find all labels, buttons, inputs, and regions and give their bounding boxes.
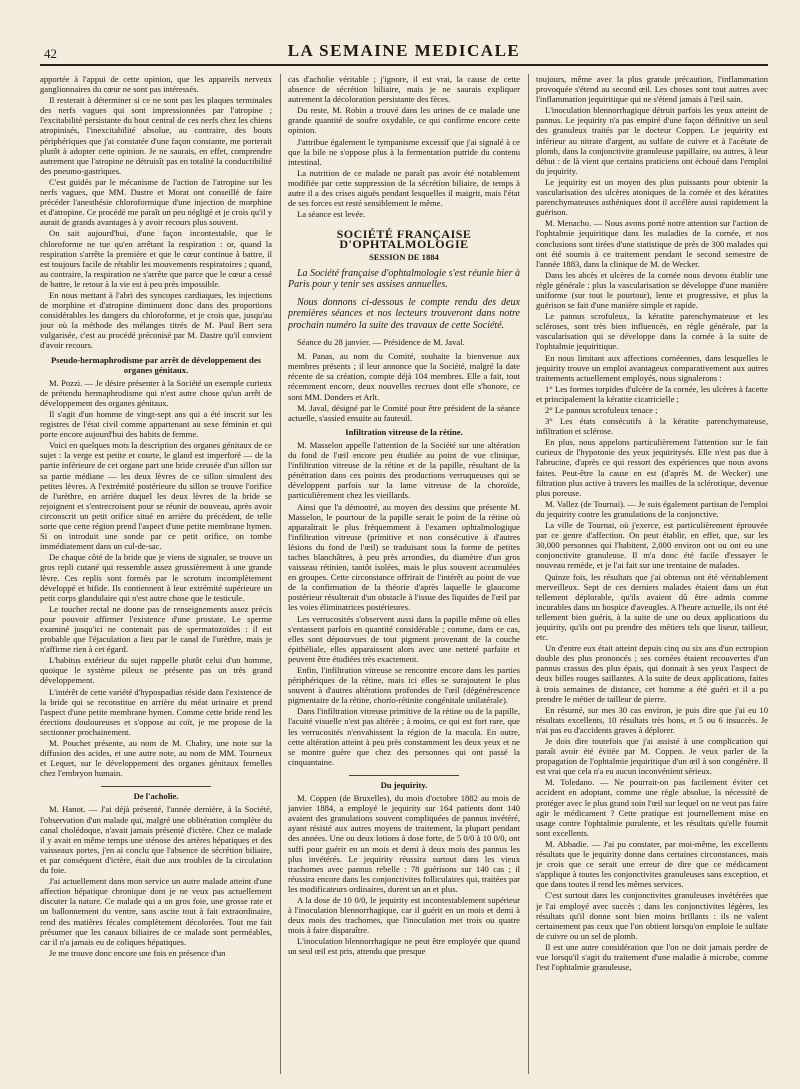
section-heading: Infiltration vitreuse de la rétine. — [345, 426, 463, 437]
section-heading: Du jequirity. — [288, 775, 520, 790]
paragraph: M. Masselon appelle l'attention de la Société sur une altération du fond de l'œil encore peu étudiée au point de vue clinique, l'infiltration vitreuse de la rétine et de la papille, résultant de la pénétration dans ces points des productions verruqueuses qui se développent parfois sur la lame vitreuse de la choroïde, particulièrement chez les vieillards. — [288, 439, 520, 501]
paragraph: Dans l'infiltration vitreuse primitive de la rétine ou de la papille, l'acuité visuelle n'est pas altérée ; à moins, ce qui est fort rare, que les verrucosités n'envahissent la région de la macula. En outre, cette altération atteint à peu près constamment les deux yeux et ne se montre guère que chez des personnes qui ont passé la cinquantaine. — [288, 706, 520, 767]
paragraph: La nutrition de ce malade ne paraît pas avoir été notablement modifiée par cette suppression de la sécrétion biliaire, de temps à autre il a des crises aiguës pendant lesquelles il maigrit, mais l'état de ses forces est resté sensiblement le même. — [288, 167, 520, 209]
paragraph: A la dose de 10 0/0, le jequirity est incontestablement supérieur à l'inoculation blennorrhagique, car il guérit en un mois et demi à deux mois des trachomes, que l'inoculation met trois ou quatre mois à faire disparaître. — [288, 894, 520, 936]
intro-paragraph: Nous donnons ci-dessous le compte rendu des deux premières séances et nos lecteurs trouveront dans notre prochain numéro la suite des travaux de cette Société. — [288, 296, 520, 331]
paragraph: En résumé, sur mes 30 cas environ, je puis dire que j'ai eu 10 résultats excellents, 10 résultats très bons, et 5 ou 6 insuccès. Je n'ai pas eu d'accidents graves à déplorer. — [536, 704, 768, 735]
paragraph: 3° Les états consécutifs à la kératite parenchymateuse, infiltration et sclérose. — [536, 416, 768, 437]
paragraph: Il resterait à déterminer si ce ne sont pas les plaques terminales des nerfs vagues qui sont impressionnées par l'atropine ; l'excitabilité persistante du bout central de ces nerfs chez les chiens atropinisés, l'inexcitabilité absolue, au contraire, des bouts périphériques que j'ai constatée d'une façon constante, me porterait plutôt à adopter cette opinion. Je ne saurais, en effet, comprendre autrement que l'atropine ne détruisît pas en totalité la conductibilité des pneumo-gastriques. — [40, 95, 272, 176]
session-line: SESSION DE 1884 — [369, 251, 439, 262]
paragraph: C'est surtout dans les conjonctivites granuleuses invétérées que je l'ai employé avec succès ; dans les conjonctivites légères, les résultats qu'il donne sont bien moins brillants : ils ne valent certainement pas ceux que l'on obtient lorsqu'on emploie le sulfate de cuivre ou un sel de plomb. — [536, 890, 768, 941]
paragraph: Un d'entre eux était atteint depuis cinq ou six ans d'un ectropion double des plus prononcés ; ses cornées étaient recouvertes d'un pannus crassus des plus épais, qui donnait à ses yeux l'aspect de deux billes rouges saillantes. A la suite de deux applications, faites à trois semaines de distance, cet homme a été guéri et il a pu prendre le métier de tailleur de pierre. — [536, 643, 768, 704]
paragraph: M. Pouchet présente, au nom de M. Chabry, une note sur la diffusion des acides, et une autre note, au nom de MM. Tourneux et Lequet, sur le développement des organes génitaux femelles chez l'embryon humain. — [40, 738, 272, 779]
paragraph: Le jequirity est un moyen des plus puissants pour obtenir la vascularisation des ulcères atoniques de la cornée et des kératites parenchymateuses asthéniques dont il accélère aussi rapidement la guérison. — [536, 176, 768, 218]
paragraph: M. Panas, au nom du Comité, souhaite la bienvenue aux membres présents ; il leur annonce que la Société, malgré la date récente de sa création, compte déjà 104 membres. Elle a fait, tout récemment encore, deux nouvelles recrues dont elle s'honore, ce sont MM. Donders et Arlt. — [288, 351, 520, 402]
paragraph: Du reste, M. Robin a trouvé dans les urines de ce malade une grande quantité de soufre oxydable, ce qui confirme encore cette opinion. — [288, 105, 520, 136]
paragraph: L'inoculation blennorrhagique détruit parfois les yeux atteint de pannus. Le jequirity n'a pas empiré d'une façon définitive un seul des granuleux traités par le docteur Coppen. Le jequirity est inférieur au nitrate d'argent, au sulfate de cuivre et à l'acétate de plomb, dans la conjonctivite granuleuse papillaire, ou autres, à leur début : de là vient que certains praticiens ont échoué dans l'emploi du jequirity. — [536, 105, 768, 176]
paragraph: M. Menacho. — Nous avons porté notre attention sur l'action de l'ophtalmie jequiritique dans les maladies de la cornée, et nos conclusions sont tirées d'une statistique de près de 300 malades qui ont été soumis à ce traitement pendant le second semestre de l'année 1883, dans la clinique de M. de Wecker. — [536, 218, 768, 269]
paragraph: M. Hanot. — J'ai déjà présenté, l'année dernière, à la Société, l'observation d'un malade qui, malgré une oblitération complète du canal cholédoque, n'avait jamais présenté d'ictère. Chez ce malade il y avait en même temps une sténose des artères hépatiques et des vaisseaux portes, j'en ai conclu que l'absence de sécrétion biliaire, et par conséquent d'ictère, était due aux troubles de la circulation du foie. — [40, 804, 272, 876]
paragraph: J'ai actuellement dans mon service un autre malade atteint d'une affection hépatique chronique dont je ne veux pas actuellement discuter la nature. Ce malade qui a un gros foie, une grosse rate et un ballonnement du ventre, sans ascite tout à fait extraordinaire, rend des matières fécales complètement décolorées. Tout me fait présumer que les canaux biliaires de ce malade sont perméables, car il n'a jamais eu de coliques hépatiques. — [40, 876, 272, 947]
society-title: SOCIÉTÉ FRANÇAISE D'OPHTALMOLOGIE — [336, 227, 472, 252]
paragraph: Quinze fois, les résultats que j'ai obtenus ont été véritablement merveilleux. Sept de ces derniers malades étaient dans un état tellement déplorable, qu'ils avaient dû être admis comme incurables dans un hospice d'aveugles. A l'heure actuelle, ils ont été tellement bien guéris, à la suite de une ou deux applications du jequirity, qu'ils ont pu prendre des métiers tels que liseur, tailleur, etc. — [536, 571, 768, 643]
paragraph: Le pannus scrofuleux, la kératite parenchymateuse et les scléroses, sont très bien influencés, en règle générale, par la vascularisation qui se développe dans la cornée à la suite de l'ophtalmie jequiritique. — [536, 311, 768, 352]
paragraph: M. Pozzi. — Je désire présenter à la Société un exemple curieux de prétendu hermaphrodisme qui n'est autre chose qu'un arrêt de développement des organes génitaux. — [40, 377, 272, 408]
paragraph: En nous mettant à l'abri des syncopes cardiaques, les injections de morphine et d'atropine diminuent donc dans des proportions considérables les dangers du chloroforme, et je crois que, jusqu'au jour où la méthode des mélanges titrés de M. Paul Bert sera vulgarisée, c'est au procédé préconisé par M. Dastre qu'il convient d'avoir recours. — [40, 289, 272, 351]
paragraph: En plus, nous appelons particulièrement l'attention sur le fait curieux de l'hypotonie des yeux jequiritysés. Elle n'est pas due à l'abrucine, d'après ce qui ressort des expériences que nous avons faites. Peut-être la cause en est (d'après M. de Wecker) une filtration plus active à travers les mailles de la sclérotique, devenue plus poreuse. — [536, 437, 768, 498]
seance-line: Séance du 28 janvier. — Présidence de M. Javal. — [297, 337, 465, 348]
paragraph: 1° Les formes torpides d'ulcère de la cornée, les ulcères à facette et principalement la kératite cicatricielle ; — [536, 383, 768, 404]
paragraph: Je dois dire toutefois que j'ai assisté à une complication qui paraît avoir été évitée par M. Coppen. Je veux parler de la propagation de l'ophtalmie jequiritique d'un œil à son congénère. Il est vrai que cela n'a eu aucun inconvénient sérieux. — [536, 736, 768, 777]
intro-paragraph: La Société française d'ophtalmologie s'est réunie hier à Paris pour y tenir ses assises annuelles. — [288, 267, 520, 291]
paragraph: J'attribue également le tympanisme excessif que j'ai signalé à ce que la bile ne s'oppose plus à la fermentation putride du contenu intestinal. — [288, 136, 520, 167]
paragraph: Les verrucosités s'observent aussi dans la papille même où elles s'entassent parfois en quantité considérable ; comme, dans ce cas, elles sont dépourvues de tout pigment provenant de la couche épithéliale, elles apparaissent alors avec une netteté parfaite et peuvent être étudiées très exactement. — [288, 613, 520, 664]
column-2 — [288, 74, 520, 1074]
page-header — [40, 40, 768, 66]
paragraph: La ville de Tournai, où j'exerce, est particulièrement éprouvée par ce genre d'affection. On peut établir, en effet, que, sur les 30,000 personnes qui l'habitent, 2,000 environ ont ou ont eu une conjonctivite granuleuse. Il m'a donc été facile d'essayer le nouveau remède, et je l'ai fait sur une trentaine de malades. — [536, 520, 768, 571]
paragraph: On sait aujourd'hui, d'une façon incontestable, que le chloroforme ne tue qu'en arrêtant la respiration : or, quand la respiration s'arrête la première et que le cœur continue à battre, il est toujours facile de rétablir les mouvements respiratoires ; quand, au contraire, la respiration ne s'arrête que parce que le cœur a cessé de battre, le retour à la vie est à peu près impossible. — [40, 228, 272, 289]
paragraph: C'est guidés par le mécanisme de l'action de l'atropine sur les nerfs vagues, que MM. Dastre et Morat ont conseillé de faire précéder l'anesthésie chloroformique d'une injection de morphine et d'atropine. Ce procédé me paraît un peu négligé et je crois qu'il y aurait de grands avantages à y avoir recours plus souvent. — [40, 176, 272, 228]
paragraph: Enfin, l'infiltration vitreuse se rencontre encore dans les parties périphériques de la rétine, mais ici elles se surajoutent le plus souvent à d'autres altérations profondes de l'œil (dégénérescence pigmentaire de la rétine, chorio-rétinite congénitale unilatérale). — [288, 665, 520, 706]
paragraph: Ainsi que l'a démontré, au moyen des dessins que présente M. Masselon, le pourtour de la papille serait le point de la rétine où apparaîtrait le plus fréquemment à l'examen ophtalmologique l'infiltration vitreuse (primitive et non consécutive à d'autres lésions du fond de l'œil) se traduisant sous la forme de petites taches blanchâtres, à peu près arrondies, du diamètre d'un gros vaisseau rétinien, tantôt isolées, mais le plus souvent accumulées en groupes. Cette circonstance offrirait de l'intérêt au point de vue de la confirmation de la théorie d'après laquelle le glaucome postérieur résulterait d'un obstacle à l'issue des liquides de l'œil par les voies éliminatrices postérieures. — [288, 501, 520, 613]
paragraph: 2° Le pannus scrofuleux tenace ; — [545, 405, 658, 415]
section-heading: De l'acholie. — [40, 786, 272, 801]
journal-title: LA SEMAINE MEDICALE — [287, 41, 521, 60]
paragraph: De chaque côté de la bride que je viens de signaler, se trouve un gros repli cutané qui ressemble assez grossièrement à une grande lèvre. Ces replis sont formés par le scrotum incomplètement développé et bifide. Ils contiennent à leur extrémité supérieure un petit corps glandulaire qui n'est autre chose que le testicule. — [40, 552, 272, 603]
paragraph: La séance est levée. — [297, 209, 366, 220]
paragraph: L'habitus extérieur du sujet rappelle plutôt celui d'un homme, quoique le système pileux ne présente pas un très grand développement. — [40, 655, 272, 686]
paragraph: L'intérêt de cette variété d'hypospadias réside dans l'existence de la bride qui se reconstitue en arrière du méat urinaire et prend l'aspect d'une petite membrane hymen. Comme cette bride rend les érections douloureuses et s'oppose au coït, je me propose de la sectionner prochainement. — [40, 686, 272, 737]
paragraph: Je me trouve donc encore une fois en présence d'un — [49, 947, 226, 958]
paragraph: Le toucher rectal ne donne pas de renseignements assez précis pour pouvoir affirmer l'existence d'une prostate. Le sperme examiné jusqu'ici ne contenait pas de spermatozoïdes : il est probable que l'éjaculation a lieu par le canal de l'urèthre, mais je n'affirme rien à cet égard. — [40, 603, 272, 655]
paragraph: Dans les abcès et ulcères de la cornée nous devons établir une règle générale : plus la vascularisation se développe d'une manière uniforme (sur tout le pourtour), lente et progressive, et plus la guérison se fait d'une manière simple et rapide. — [536, 269, 768, 311]
column-3 — [536, 74, 768, 1074]
article-columns — [40, 74, 768, 1074]
section-heading: Pseudo-hermaphrodisme par arrêt de développement des organes génitaux. — [51, 354, 261, 375]
paragraph: L'inoculation blennorrhagique ne peut être employée que quand un seul œil est pris, attendu que presque — [288, 936, 520, 957]
page-number: 42 — [44, 46, 57, 61]
column-divider — [280, 74, 281, 1074]
paragraph: Il s'agit d'un homme de vingt-sept ans qui a été inscrit sur les registres de l'état civil comme appartenant au sexe féminin et qui porte encore aujourd'hui des habits de femme. — [40, 409, 272, 440]
paragraph: M. Vallez (de Tournai). — Je suis également partisan de l'emploi du jequirity contre les granulations de la conjonctive. — [536, 498, 768, 519]
paragraph: Voici en quelques mots la description des organes génitaux de ce sujet : la verge est petite et courte, le gland est imperforé — de la partie inférieure de cet organe part une bride creusée d'un sillon sur sa partie médiane — les deux lèvres de ce sillon simulent des petites lèvres. A l'extrémité postérieure du sillon se trouve l'orifice de l'urèthre, en arrière duquel les deux lèvres de la bride se rejoignent et s'entrecroisent pour se réunir de nouveau, après avoir circonscrit un petit orifice situé en arrière du précédent, de telle sorte que cette région prend l'aspect d'une petite membrane hymen. Si on introduit une sonde par ce petit orifice, on tombe immédiatement dans un cul-de-sac. — [40, 440, 272, 552]
paragraph: En nous limitant aux affections cornéennes, dans lesquelles le jequirity trouve un emploi avantageux comparativement aux autres traitements actuellement employés, nous signalerons : — [536, 352, 768, 383]
paragraph: M. Toledano. — Ne pourrait-on pas facilement éviter cet accident en adoptant, comme une règle absolue, la nécessité de protéger avec le plus grand soin l'œil sur lequel on ne veut pas faire agir le médicament ? Cette pratique est journellement mise en usage contre l'ophtalmie purulente, et les résultats qu'elle fournit sont excellents. — [536, 777, 768, 838]
paragraph: M. Coppen (de Bruxelles), du mois d'octobre 1882 au mois de janvier 1884, a employé le jequirity sur 164 patients dont 140 avaient des granulations souvent compliquées de pannus invétéré, ayant résisté aux autres moyens de traitement, la plupart pendant des années. Une ou deux lotions à dose forte, de 5 0/0 à 10 0/0, ont suffi pour guérir en un mois et demi à deux mois des pannus les plus invétérés. Le jequirity réussira surtout dans les vieux trachomes avec pannus rebelle : 78 guérisons sur 140 cas ; il réussira encore dans les conjonctivites folliculaires qui, traitées par les modificateurs ordinaires, durent un an et plus. — [288, 793, 520, 894]
paragraph: cas d'acholie véritable ; j'ignore, il est vrai, la cause de cette absence de sécrétion biliaire, mais je ne saurais expliquer autrement la décoloration persistante des fèces. — [288, 74, 520, 105]
paragraph: Il est une autre considération que l'on ne doit jamais perdre de vue lorsqu'il s'agit du traitement d'une maladie à microbe, comme l'est l'ophtalmie granuleuse, — [536, 941, 768, 973]
column-divider — [528, 74, 529, 1074]
paragraph: toujours, même avec la plus grande précaution, l'inflammation provoquée s'étend au second œil. Les choses sont tout autres avec l'inflammation jequiritique qui ne s'étend jamais à l'œil sain. — [536, 74, 768, 105]
paragraph: M. Abbadie. — J'ai pu constater, par moi-même, les excellents résultats que le jequirity donne dans certaines circonstances, mais je crois que ce serait une erreur de dire que ce médicament s'applique à toutes les conjonctivites granuleuses sans exception, et que dans toutes il rend les mêmes services. — [536, 838, 768, 890]
column-1 — [40, 74, 272, 1074]
paragraph: M. Javal, désigné par le Comité pour être président de la séance actuelle, s'assied ensuite au fauteuil. — [288, 402, 520, 423]
paragraph: apportée à l'appui de cette opinion, que les appareils nerveux ganglionnaires du cœur ne sont pas intéressés. — [40, 74, 272, 95]
